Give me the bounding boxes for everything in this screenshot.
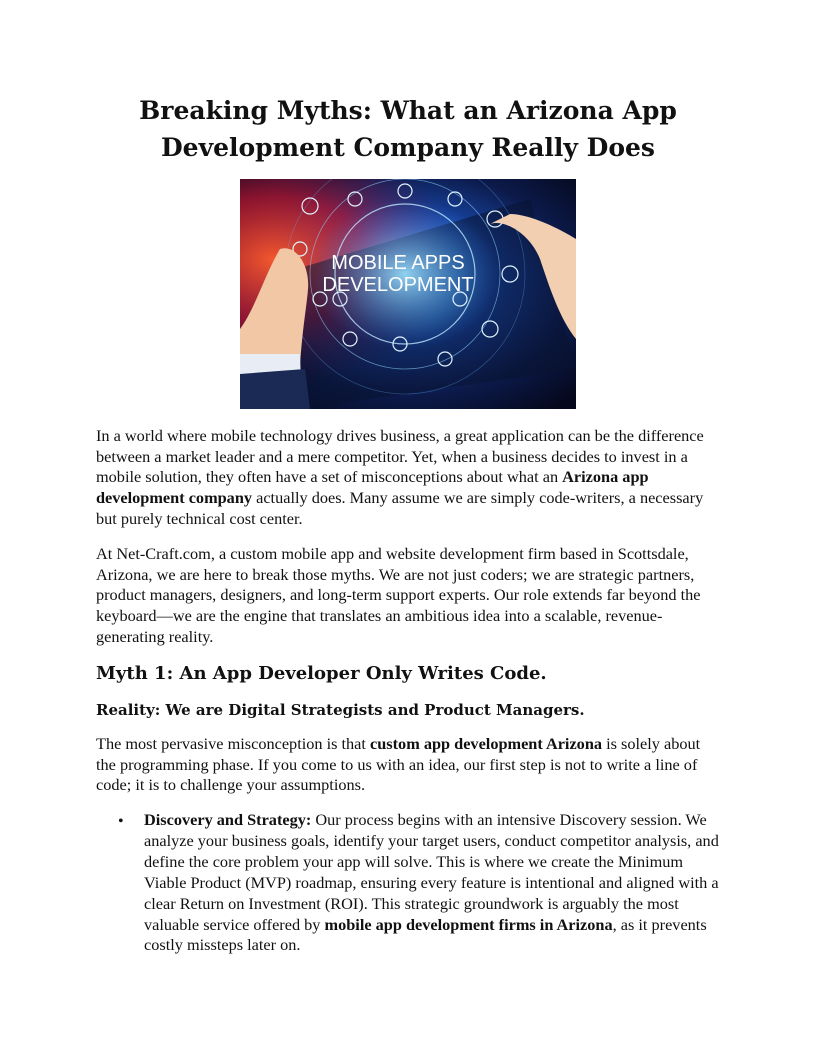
hero-caption-line-2: DEVELOPMENT: [322, 274, 474, 296]
bullet-marker: •: [118, 813, 124, 830]
page-title: [96, 92, 720, 166]
misconception-bold-keyword: custom app development Arizona: [370, 734, 603, 753]
hero-image: [240, 179, 576, 409]
intro-text-a: In a world where mobile technology drives business, a great application can be the difference between a market leader and a mere competitor. Yet, when a business decides to invest in a mobile solution, they often have a set of misconceptions about what an: [96, 426, 704, 487]
bullet-text-c: , as it prevents costly missteps later on.: [144, 914, 707, 955]
company-paragraph: At Net-Craft.com, a custom mobile app and website development firm based in Scottsdale, Arizona, we are here to break those myths. We are not just coders; we are strategic partners, product managers, designers, and long-term support experts. Our role extends far beyond the keyboard—we are the engine that translates an ambitious idea into a scalable, revenue-generating reality.: [96, 544, 701, 646]
title-line-2: Development Company Really Does: [160, 133, 655, 162]
reality-1-heading: Reality: We are Digital Strategists and Product Managers.: [96, 701, 585, 719]
myth-1-heading: Myth 1: An App Developer Only Writes Code.: [96, 663, 547, 684]
bullet-label: Discovery and Strategy:: [144, 810, 312, 829]
intro-text-c: actually does. Many assume we are simply code-writers, a necessary but purely technical cost center.: [96, 488, 704, 528]
intro-paragraph: [96, 426, 720, 530]
bullet-discovery-strategy: [144, 810, 720, 956]
misconception-text-a: The most pervasive misconception is that: [96, 734, 371, 753]
intro-bold-keyword: Arizona app development company: [96, 467, 649, 508]
bullet-bold-keyword: mobile app development firms in Arizona: [324, 914, 613, 934]
misconception-text-c: is solely about the programming phase. If you come to us with an idea, our first step is not to write a line of code; it is to challenge your assumptions.: [96, 734, 701, 795]
misconception-paragraph: [96, 734, 720, 796]
hero-caption-line-1: MOBILE APPS: [331, 252, 465, 274]
bullet-text-a: Our process begins with an intensive Discovery session. We analyze your business goals, identify your target users, conduct competitor analysis, and define the core problem your app will solve. This is where we create the Minimum Viable Product (MVP) roadmap, ensuring every feature is intentional and aligned with a clear Return on Investment (ROI). This strategic groundwork is arguably the most valuable service offered by: [144, 810, 719, 934]
title-line-1: Breaking Myths: What an Arizona App: [139, 96, 677, 125]
